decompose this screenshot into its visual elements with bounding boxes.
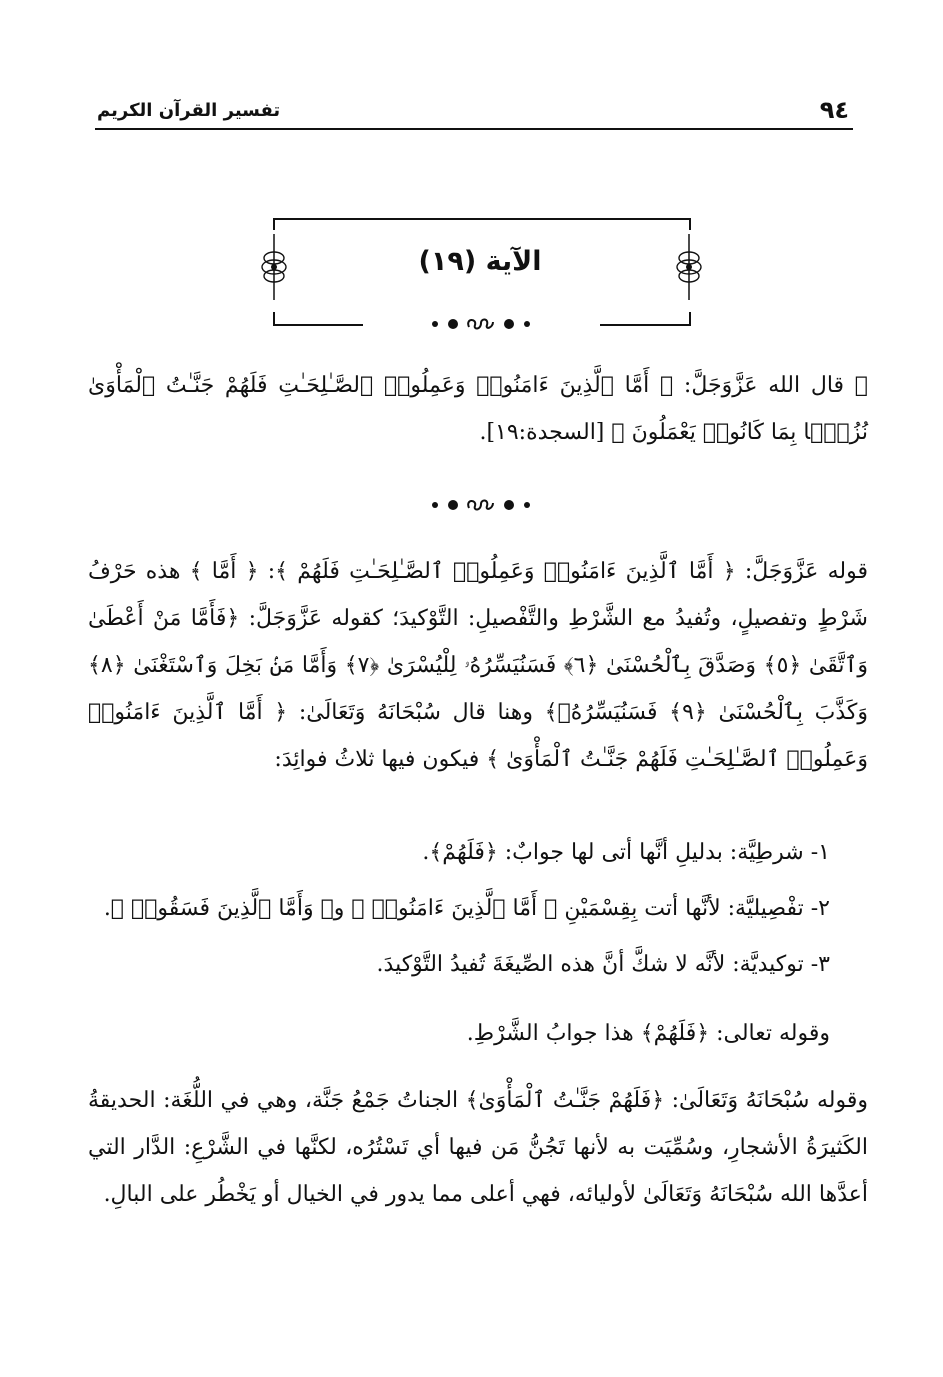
frame-left-bottom-tick [273,312,275,324]
commentary-paragraph: قوله عَزَّوَجَلَّ: ﴿ أَمَّا ٱلَّذِينَ ءَامَنُوا۟ وَعَمِلُوا۟ ٱلصَّـٰلِحَـٰتِ فَلَهُمْ ﴾: ﴿ أَمَّا ﴾ هذه حَرْفُ شَرْطٍ وتفصيلٍ، وتُفيدُ مع الشَّرْطِ والتَّفْصيلِ: التَّوْكيدَ؛ كقوله عَزَّوَجَلَّ: ﴿فَأَمَّا مَنْ أَعْطَىٰ وَٱتَّقَىٰ ﴿٥﴾ وَصَدَّقَ بِٱلْحُسْنَىٰ ﴿٦﴾ فَسَنُيَسِّرُهُۥ لِلْيُسْرَىٰ ﴿٧﴾ وَأَمَّا مَنۢ بَخِلَ وَٱسْتَغْنَىٰ ﴿٨﴾ وَكَذَّبَ بِٱلْحُسْنَىٰ ﴿٩﴾ فَسَنُيَسِّرُهُۥ﴾ وهنا قال سُبْحَانَهُ وَتَعَالَىٰ: ﴿ أَمَّا ٱلَّذِينَ ءَامَنُوا۟ وَعَمِلُوا۟ ٱلصَّـٰلِحَـٰتِ فَلَهُمْ جَنَّـٰتُ ٱلْمَأْوَىٰ ﴾ فيكون فيها ثلاثُ فوائِدَ: [88,559,869,772]
page-header [95,98,853,130]
ornament-knot-icon [674,234,704,300]
frame-right-top-tick [689,218,691,230]
ornament-knot-icon [259,234,289,300]
frame-bottom-left-border [273,324,363,326]
verse-paragraph: ﷺ قال الله عَزَّوَجَلَّ: ﴿ أَمَّا ٱلَّذِينَ ءَامَنُوا۟ وَعَمِلُوا۟ ٱلصَّـٰلِحَـٰتِ فَلَهُمْ جَنَّـٰتُ ٱلْمَأْوَىٰ نُزُلًۢا بِمَا كَانُوا۟ يَعْمَلُونَ ﴾ [السجدة:١٩]. [88,373,868,445]
frame-bottom-right-border [600,324,691,326]
divider-ornament-icon [421,314,541,334]
frame-right-bottom-tick [689,312,691,324]
divider-ornament-icon [421,495,541,515]
frame-top-border [273,218,691,220]
frame-left-top-tick [273,218,275,230]
commentary-paragraph: وقوله تعالى: ﴿فَلَهُمْ﴾ هذا جوابُ الشَّرْطِ. [466,1021,830,1046]
ayah-heading: الآية (١٩) [418,246,542,277]
commentary-paragraph: وقوله سُبْحَانَهُ وَتَعَالَىٰ: ﴿فَلَهُمْ جَنَّـٰتُ ٱلْمَأْوَىٰ﴾ الجناتُ جَمْعُ جَنَّة، وهي في اللُّغَة: الحديقةُ الكَثيرَةُ الأشجارِ، وسُمِّيَت به لأنها تَجُنُّ مَن فيها أي تَسْتُرُه، لكنَّها في الشَّرْعِ: الدَّار التي أعدَّها الله سُبْحَانَهُ وَتَعَالَىٰ لأوليائه، فهي أعلى مما يدور في الخيال أو يَخْطُر على البالِ. [88,1088,868,1207]
list-item: ١- شرطِيَّة: بدليلِ أنَّها أتى لها جوابٌ: ﴿فَلَهُمْ﴾. [422,840,830,865]
book-title: تفسير القرآن الكريم [97,100,281,121]
page-number: ٩٤ [819,96,849,124]
list-item: ٢- تفْصِيليَّة: لأنَّها أتت بِقِسْمَيْنِ ﴿ أَمَّا ٱلَّذِينَ ءَامَنُوا۟ ﴾ و﴿ وَأَمَّا ٱلَّذِينَ فَسَقُوا۟ ﴾. [103,896,830,921]
list-item: ٣- توكيديَّة: لأنَّه لا شكَّ أنَّ هذه الصِّيغَةَ تُفيدُ التَّوْكيدَ. [376,952,830,977]
